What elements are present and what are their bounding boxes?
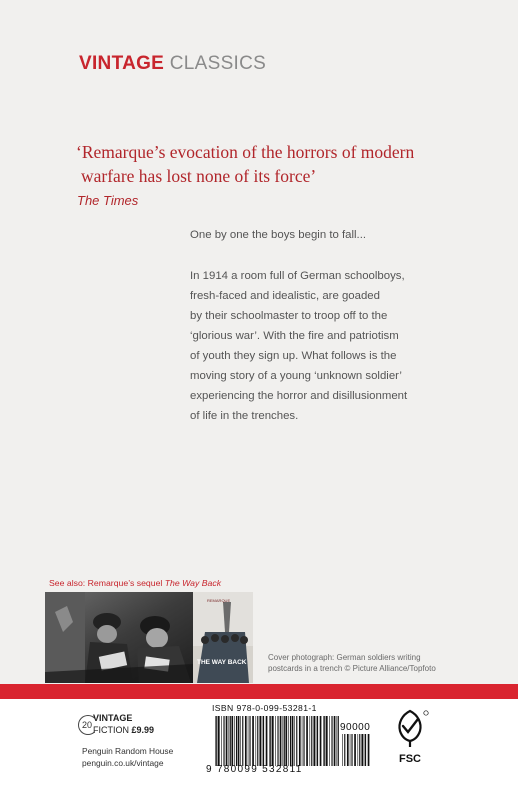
- quote-line-2: warfare has lost none of its force’: [81, 166, 317, 186]
- red-band: [0, 684, 518, 699]
- category-price: [93, 725, 154, 735]
- review-quote: [76, 140, 476, 188]
- sequel-cover-author: REMARQUE: [207, 598, 231, 603]
- credit-line-1: Cover photograph: German soldiers writing: [268, 653, 421, 662]
- category-label: FICTION: [93, 725, 129, 735]
- synopsis-line: moving story of a young ‘unknown soldier’: [190, 370, 402, 382]
- sequel-cover-thumbnail: [193, 592, 253, 683]
- see-also-note: [49, 578, 221, 588]
- synopsis: [190, 266, 407, 426]
- see-also-title: The Way Back: [164, 578, 222, 588]
- fsc-text: FSC: [399, 753, 421, 765]
- synopsis-line: In 1914 a room full of German schoolboys,: [190, 270, 405, 282]
- credit-line-2: postcards in a trench © Picture Alliance/Topfoto: [268, 664, 436, 673]
- synopsis-line: of life in the trenches.: [190, 410, 299, 422]
- cover-credit: [268, 652, 436, 674]
- price-code: 90000: [340, 722, 371, 733]
- publisher-name: Penguin Random House: [82, 746, 174, 756]
- price-label: £9.99: [131, 725, 155, 735]
- addon-barcode: [342, 734, 372, 766]
- brand-primary: VINTAGE: [79, 53, 165, 74]
- ean-digits: 9 780099 532811: [206, 764, 303, 775]
- sequel-photo-strip: [45, 592, 253, 683]
- barcode: [215, 716, 339, 766]
- isbn-label: ISBN 978-0-099-53281-1: [212, 703, 317, 713]
- anniversary-number: 20: [82, 720, 93, 730]
- quote-line-1: ‘Remarque’s evocation of the horrors of modern: [76, 142, 415, 162]
- tagline: One by one the boys begin to fall...: [190, 229, 367, 241]
- publisher-website: penguin.co.uk/vintage: [82, 758, 164, 768]
- trench-photo: [45, 592, 193, 683]
- tree-check-icon: [399, 711, 428, 747]
- fsc-logo: [388, 707, 432, 767]
- synopsis-line: experiencing the horror and disillusionment: [190, 390, 408, 402]
- synopsis-line: by their schoolmaster to troop off to the: [190, 310, 388, 322]
- series-logo: [79, 53, 266, 75]
- synopsis-line: of youth they sign up. What follows is the: [190, 350, 397, 362]
- quote-source: The Times: [77, 193, 139, 208]
- publisher-info: [82, 745, 173, 769]
- imprint-label: VINTAGE: [93, 713, 133, 723]
- anniversary-mark: [78, 715, 94, 735]
- brand-secondary: CLASSICS: [169, 53, 267, 74]
- sequel-cover-title: THE WAY BACK: [197, 659, 247, 666]
- synopsis-line: ‘glorious war’. With the fire and patriotism: [190, 330, 399, 342]
- see-also-prefix: See also: Remarque’s sequel: [49, 578, 165, 588]
- synopsis-line: fresh-faced and idealistic, are goaded: [190, 290, 380, 302]
